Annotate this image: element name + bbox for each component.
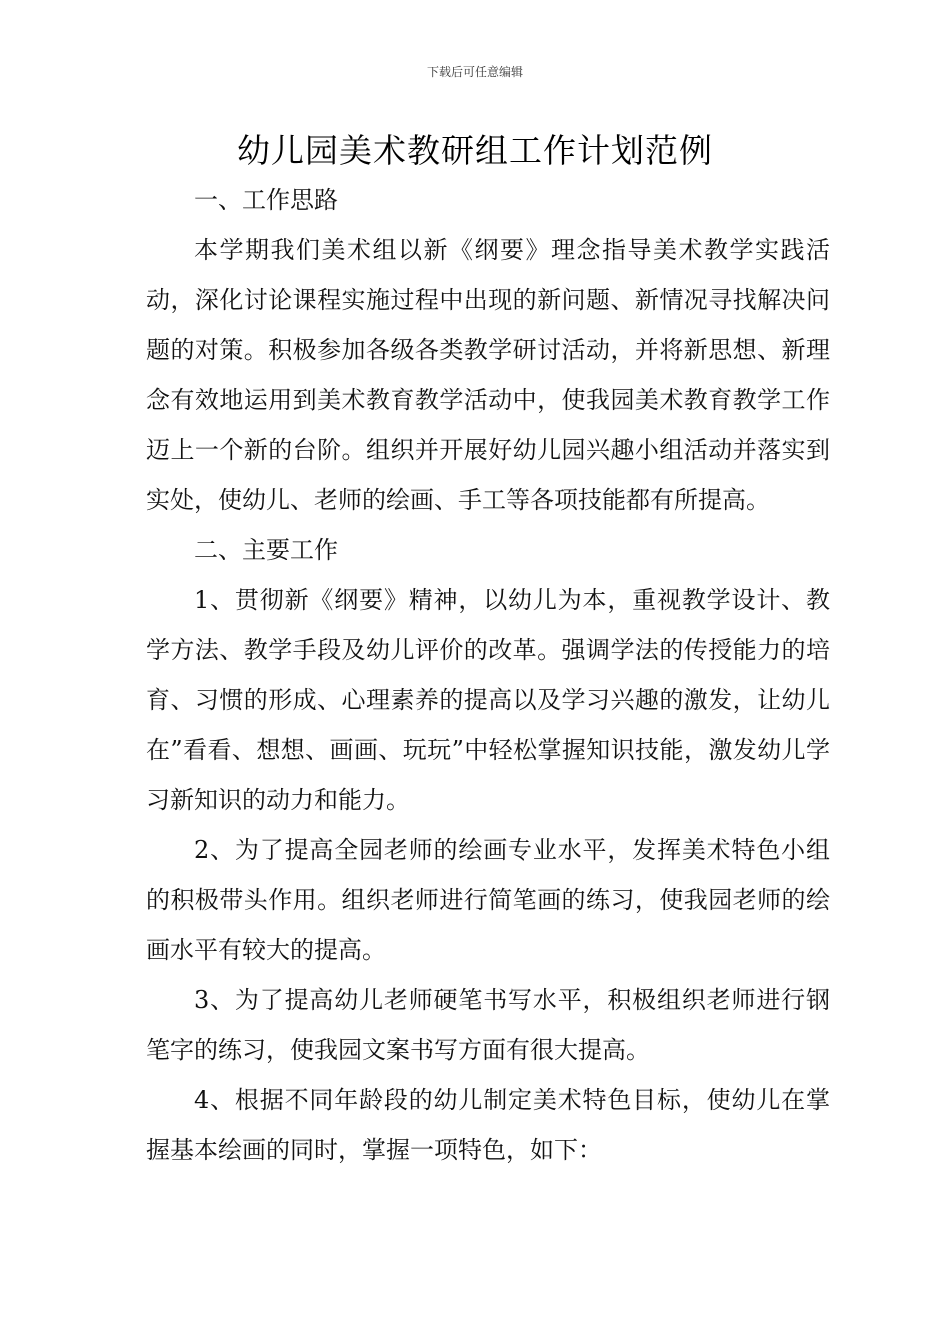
paragraph-item-2: 2、为了提高全园老师的绘画专业水平，发挥美术特色小组的积极带头作用。组织老师进行简笔画的练习，使我园老师的绘画水平有较大的提高。 bbox=[146, 836, 830, 964]
section-heading-2: 二、主要工作 bbox=[194, 536, 338, 564]
paragraph-item-3: 3、为了提高幼儿老师硬笔书写水平，积极组织老师进行钢笔字的练习，使我园文案书写方面有很大提高。 bbox=[146, 986, 830, 1064]
paragraph-item-4: 4、根据不同年龄段的幼儿制定美术特色目标，使幼儿在掌握基本绘画的同时，掌握一项特色，如下： bbox=[146, 1086, 830, 1164]
paragraph-work-ideas: 本学期我们美术组以新《纲要》理念指导美术教学实践活动，深化讨论课程实施过程中出现的新问题、新情况寻找解决问题的对策。积极参加各级各类教学研讨活动，并将新思想、新理念有效地运用到美术教育教学活动中，使我园美术教育教学工作迈上一个新的台阶。组织并开展好幼儿园兴趣小组活动并落实到实处，使幼儿、老师的绘画、手工等各项技能都有所提高。 bbox=[146, 236, 830, 514]
section-heading-1: 一、工作思路 bbox=[194, 186, 338, 214]
document-title: 幼儿园美术教研组工作计划范例 bbox=[237, 131, 713, 170]
paragraph-item-1: 1、贯彻新《纲要》精神，以幼儿为本，重视教学设计、教学方法、教学手段及幼儿评价的改革。强调学法的传授能力的培育、习惯的形成、心理素养的提高以及学习兴趣的激发，让幼儿在”看看、想想、画画、玩玩”中轻松掌握知识技能，激发幼儿学习新知识的动力和能力。 bbox=[146, 586, 830, 814]
document-body bbox=[146, 175, 830, 1175]
page-header-note: 下载后可任意编辑 bbox=[426, 65, 523, 79]
